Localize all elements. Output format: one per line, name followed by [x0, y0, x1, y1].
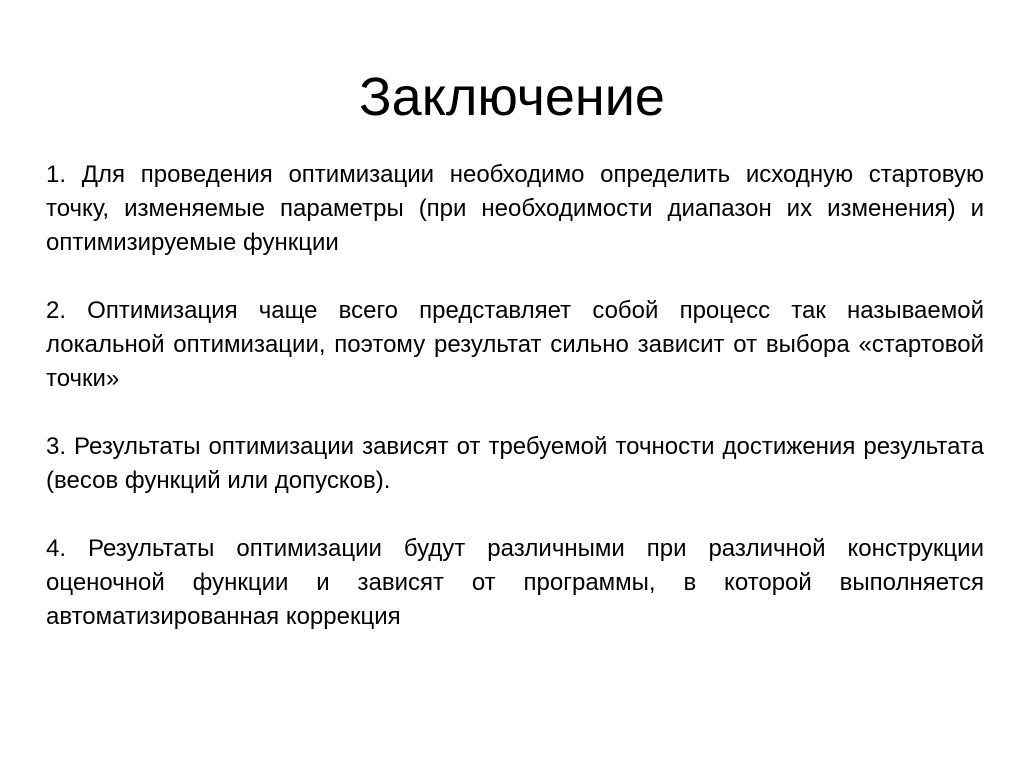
slide-title: Заключение [359, 67, 665, 127]
paragraph-4: 4. Результаты оптимизации будут различными при различной конструкции оценочной функции и зависят от программы, в которой выполняется автоматизированная коррекция [46, 535, 984, 630]
paragraph-3: 3. Результаты оптимизации зависят от требуемой точности достижения результата (весов функций или допусков). [46, 433, 984, 494]
slide-body [46, 158, 984, 634]
paragraph-1: 1. Для проведения оптимизации необходимо определить исходную стартовую точку, изменяемые параметры (при необходимости диапазон их изменения) и оптимизируемые функции [46, 161, 984, 256]
paragraph-2: 2. Оптимизация чаще всего представляет собой процесс так называемой локальной оптимизации, поэтому результат сильно зависит от выбора «стартовой точки» [46, 297, 984, 392]
